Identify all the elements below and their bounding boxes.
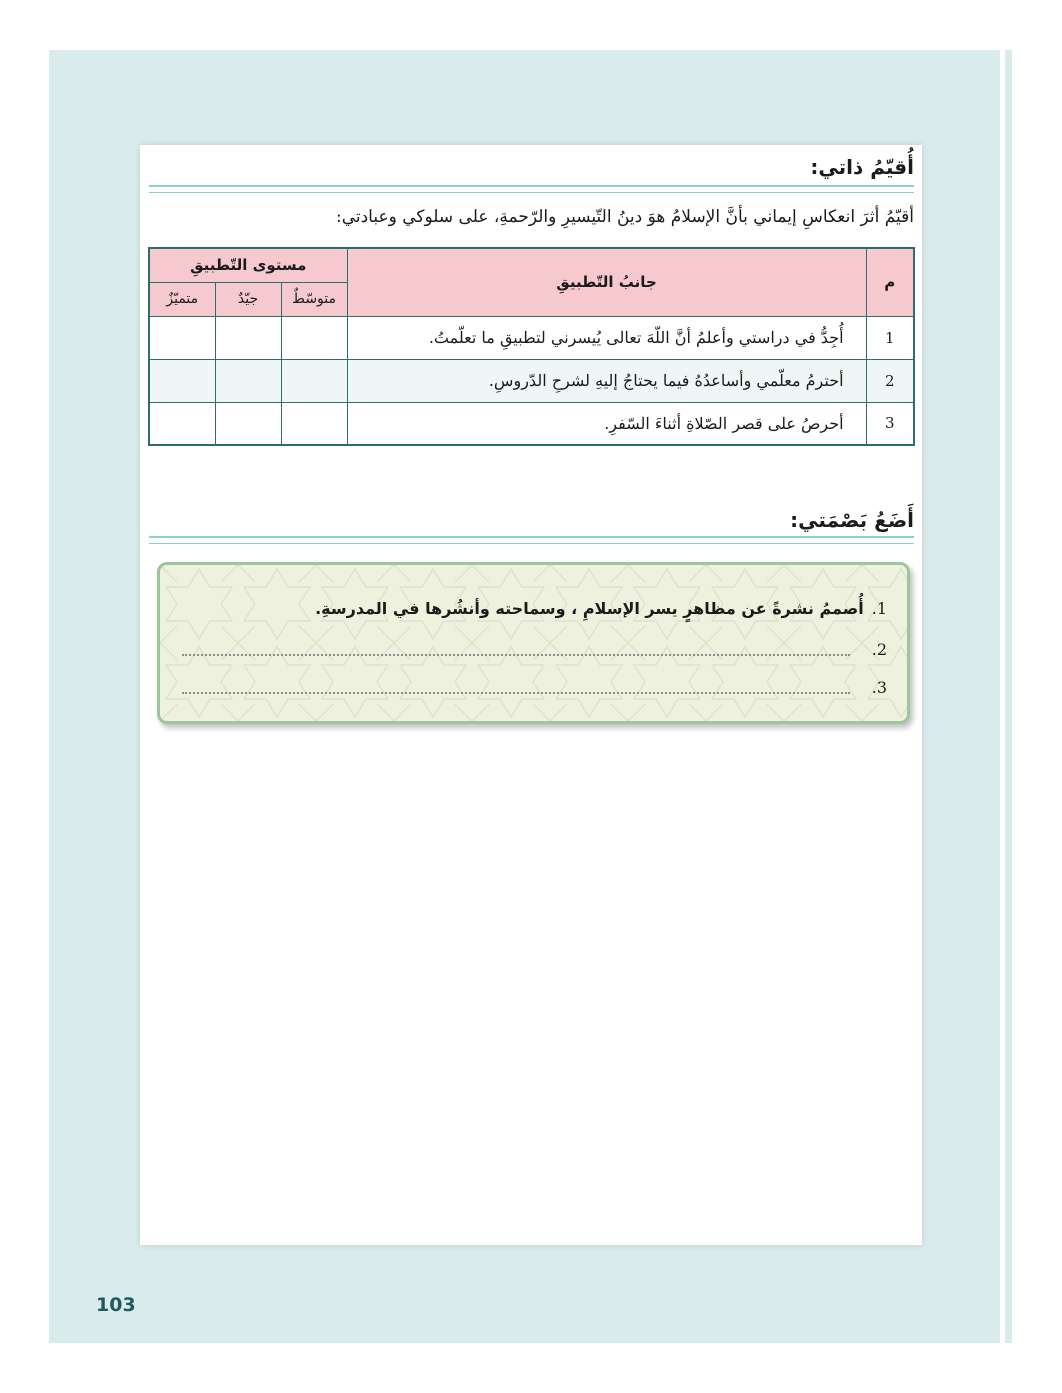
- rating-cell-good[interactable]: [215, 316, 281, 359]
- rating-cell-average[interactable]: [281, 316, 347, 359]
- self-assessment-intro: أقيّمُ أثرَ انعكاسِ إيماني بأنَّ الإسلامُ هوَ دينُ التّيسيرِ والرّحمةِ، على سلوكي وعبادتي:: [335, 207, 914, 227]
- geometric-pattern: [160, 565, 907, 721]
- table-row: [149, 359, 914, 402]
- answer-line-3[interactable]: [182, 692, 850, 694]
- row-aspect: أُجِدُّ في دراستي وأعلمُ أنَّ اللّهَ تعالى يُيسرني لتطبيقِ ما تعلّمتُ.: [347, 316, 866, 359]
- activity-box: [157, 562, 910, 724]
- activity-item-text: أُصممُ نشرةً عن مظاهرٍ يسر الإسلامِ ، وسماحته وأنشُرها في المدرسةِ.: [315, 599, 864, 618]
- activity-item: [315, 599, 887, 618]
- table-row: [149, 316, 914, 359]
- rating-cell-excellent[interactable]: [149, 402, 215, 445]
- header-level-excellent: متميّزٌ: [149, 282, 215, 316]
- my-mark-rule: [149, 536, 914, 544]
- rating-cell-excellent[interactable]: [149, 316, 215, 359]
- rating-cell-good[interactable]: [215, 359, 281, 402]
- self-assessment-title: أُقيّمُ ذاتي:: [810, 155, 914, 179]
- self-assessment-rule: [149, 185, 914, 193]
- row-aspect: أحترمُ معلّمي وأساعدُهُ فيما يحتاجُ إليهِ لشرحِ الدّروسِ.: [347, 359, 866, 402]
- activity-item: [864, 678, 887, 697]
- header-number: م: [866, 248, 914, 316]
- my-mark-title: أَضَعُ بَصْمَتي:: [790, 508, 914, 532]
- row-number: 3: [866, 402, 914, 445]
- rating-cell-average[interactable]: [281, 359, 347, 402]
- header-level-average: متوسّطٌ: [281, 282, 347, 316]
- table-row: [149, 402, 914, 445]
- answer-line-2[interactable]: [182, 654, 850, 656]
- assessment-table: [148, 247, 915, 446]
- rating-cell-excellent[interactable]: [149, 359, 215, 402]
- activity-item-number: 1.: [871, 599, 887, 618]
- page-edge-stripe: [1005, 50, 1012, 1343]
- page-number: 103: [96, 1294, 136, 1316]
- header-aspect: جانبُ التّطبيقِ: [347, 248, 866, 316]
- row-number: 1: [866, 316, 914, 359]
- row-number: 2: [866, 359, 914, 402]
- activity-item-number: 2.: [871, 640, 887, 659]
- activity-item-number: 3.: [871, 678, 887, 697]
- header-level-good: جيّدٌ: [215, 282, 281, 316]
- worksheet: [140, 145, 922, 1245]
- rating-cell-good[interactable]: [215, 402, 281, 445]
- activity-item: [864, 640, 887, 659]
- row-aspect: أحرصُ على قصر الصّلاةِ أثناءَ السّفرِ.: [347, 402, 866, 445]
- header-level: مستوى التّطبيقِ: [149, 248, 347, 282]
- rating-cell-average[interactable]: [281, 402, 347, 445]
